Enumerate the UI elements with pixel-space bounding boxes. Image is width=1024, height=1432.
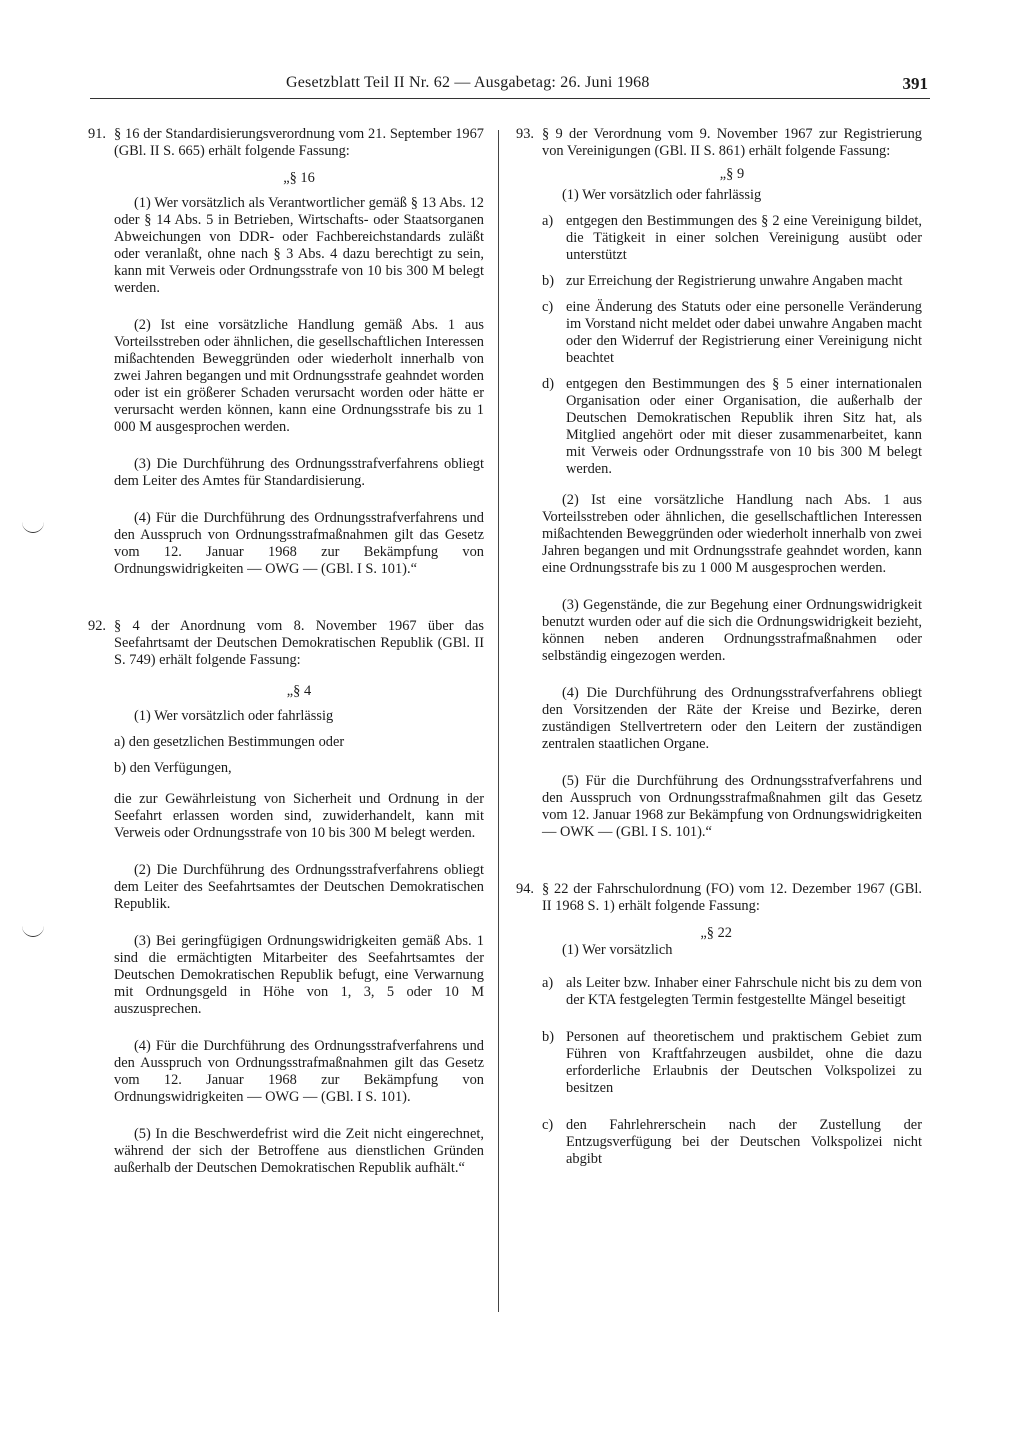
item-91 — [88, 126, 484, 578]
item-intro: § 22 der Fahrschulordnung (FO) vom 12. Dezember 1967 (GBl. II 1968 S. 1) erhält folgende Fassung: — [542, 881, 922, 914]
column-divider — [498, 130, 499, 1312]
item-93 — [516, 126, 922, 841]
clause-text: entgegen den Bestimmungen des § 2 eine Vereinigung bildet, die Tätigkeit in einer solchen Vereinigung ausübt oder unterstützt — [566, 213, 922, 263]
paragraph: (2) Ist eine vorsätzliche Handlung gemäß Abs. 1 aus Vorteilsstreben oder ähnlichen, die gesellschaftlichen Interessen mißachtenden Beweggründen oder wiederholt innerhalb von zwei Jahren begangen und mit Ordnungsstrafe geahndet worden oder ist ein größerer Schaden verursacht worden oder hätte er verursacht werden können, kann eine Ordnungsstrafe bis zu 1 000 M ausgesprochen werden. — [114, 317, 484, 435]
item-number: 93. — [516, 126, 534, 142]
paragraph: (2) Ist eine vorsätzliche Handlung nach Abs. 1 aus Vorteilsstreben oder ähnlichen, die gesellschaftlichen Interessen mißachtenden Beweggründen oder wiederholt innerhalb von zwei Jahren begangen und mit Ordnungsstrafe geahndet worden, kann eine Ordnungsstrafe bis zu 1 000 M ausgesprochen werden. — [542, 492, 922, 576]
paragraph: die zur Gewährleistung von Sicherheit und Ordnung in der Seefahrt erlassen worden sind, zuwiderhandelt, kann mit Verweis oder Ordnungsstrafe von 10 bis 300 M belegt werden. — [114, 791, 484, 841]
list-item: a) den gesetzlichen Bestimmungen oder — [114, 734, 345, 750]
paragraph: (1) Wer vorsätzlich als Verantwortlicher gemäß § 13 Abs. 12 oder § 14 Abs. 5 in Betrieben, Wirtschafts- oder Staatsorganen Abweichungen von DDR- oder Fachbereichstandards zuläßt oder veranlaßt, ohne nach § 3 Abs. 4 dazu berechtigt zu sein, kann mit Verweis oder Ordnungsstrafe von 10 bis 300 M belegt werden. — [114, 195, 484, 296]
item-intro: § 9 der Verordnung vom 9. November 1967 zur Registrierung von Vereinigungen (GBl. II S. 861) erhält folgende Fassung: — [542, 126, 922, 159]
section-heading: „§ 4 — [286, 683, 312, 699]
paragraph: (3) Die Durchführung des Ordnungsstrafverfahrens obliegt dem Leiter des Amtes für Standardisierung. — [114, 456, 484, 489]
left-column — [88, 126, 484, 1197]
paragraph: (1) Wer vorsätzlich oder fahrlässig — [134, 708, 334, 724]
clause-letter: d) — [542, 376, 554, 392]
page-number: 391 — [902, 74, 928, 93]
item-intro: § 4 der Anordnung vom 8. November 1967 über das Seefahrtsamt der Deutschen Demokratischen Republik (GBl. II S. 749) erhält folgende Fassung: — [114, 618, 484, 668]
clause-text: eine Änderung des Statuts oder eine personelle Veränderung im Vorstand nicht meldet oder dabei unwahre Angaben macht oder den Widerruf der Registrierung einer Vereinigung nicht beachtet — [566, 299, 922, 366]
paragraph: (5) In die Beschwerdefrist wird die Zeit nicht eingerechnet, während der sich der Betroffene aus dienstlichen Gründen außerhalb der Deutschen Demokratischen Republik aufhält.“ — [114, 1126, 484, 1176]
clause-text: zur Erreichung der Registrierung unwahre Angaben macht — [566, 273, 903, 289]
clause-letter: a) — [542, 975, 554, 991]
clause-letter: a) — [542, 213, 554, 229]
paragraph: (1) Wer vorsätzlich oder fahrlässig — [562, 187, 762, 203]
paragraph: (2) Die Durchführung des Ordnungsstrafverfahrens obliegt dem Leiter des Seefahrtsamtes der Deutschen Demokratischen Republik. — [114, 862, 484, 912]
item-intro: § 16 der Standardisierungsverordnung vom 21. September 1967 (GBl. II S. 665) erhält folgende Fassung: — [114, 126, 484, 159]
header-rule — [90, 98, 930, 99]
clause-a — [542, 213, 922, 264]
clause-letter: b) — [542, 273, 554, 289]
section-heading: „§ 16 — [283, 170, 315, 186]
paragraph: (4) Für die Durchführung des Ordnungsstrafverfahrens und den Ausspruch von Ordnungsstrafmaßnahmen gilt das Gesetz vom 12. Januar 1968 zur Bekämpfung von Ordnungswidrigkeiten — OWG — (GBl. I S. 101). — [114, 1038, 484, 1105]
paragraph: (4) Für die Durchführung des Ordnungsstrafverfahrens und den Ausspruch von Ordnungsstrafmaßnahmen gilt das Gesetz vom 12. Januar 1968 zur Bekämpfung von Ordnungswidrigkeiten — OWG — (GBl. I S. 101).“ — [114, 510, 484, 577]
clause-text: den Fahrlehrerschein nach der Zustellung der Entzugsverfügung bei der Deutschen Volkspolizei nicht abgibt — [566, 1117, 922, 1167]
paragraph: (3) Bei geringfügigen Ordnungswidrigkeiten gemäß Abs. 1 sind die ermächtigten Mitarbeiter des Seefahrtsamtes der Deutschen Demokratischen Republik befugt, eine Verwarnung mit Ordnungsgeld in Höhe von 1, 3, 5 oder 10 M auszusprechen. — [114, 933, 484, 1017]
clause-c — [542, 299, 922, 367]
clause-letter: b) — [542, 1029, 554, 1045]
list-item: b) den Verfügungen, — [114, 760, 232, 776]
clause-text: entgegen den Bestimmungen des § 5 einer internationalen Organisation oder einer Organisation, die außerhalb der Deutschen Demokratischen Republik ihren Sitz hat, als Mitglied angehört oder mit dieser zusammenarbeitet, kann mit Verweis oder Ordnungsstrafe von 10 bis 300 M belegt werden. — [566, 376, 922, 477]
clause-letter: c) — [542, 1117, 554, 1133]
clause-d — [542, 376, 922, 478]
page-header — [90, 72, 928, 98]
paragraph: (1) Wer vorsätzlich — [562, 942, 673, 958]
header-title: Gesetzblatt Teil II Nr. 62 — Ausgabetag: 26. Juni 1968 — [286, 74, 650, 91]
right-column — [516, 126, 922, 1178]
clause-b — [542, 273, 922, 290]
item-number: 92. — [88, 618, 106, 634]
clause-letter: c) — [542, 299, 554, 315]
margin-mark — [22, 926, 44, 937]
margin-mark — [22, 522, 44, 533]
clause-b — [542, 1029, 922, 1097]
section-heading: „§ 9 — [719, 166, 745, 182]
item-94 — [516, 881, 922, 1168]
clause-c — [542, 1117, 922, 1168]
clause-text: Personen auf theoretischem und praktischem Gebiet zum Führen von Kraftfahrzeugen ausbildet, ohne die dazu erforderliche Erlaubnis der Deutschen Volkspolizei zu besitzen — [566, 1029, 922, 1096]
paragraph: (3) Gegenstände, die zur Begehung einer Ordnungswidrigkeit benutzt wurden oder auf die sich die Ordnungswidrigkeit bezieht, können neben anderen Ordnungsstrafmaßnahmen oder selbständig eingezogen werden. — [542, 597, 922, 664]
item-92 — [88, 618, 484, 1177]
paragraph: (5) Für die Durchführung des Ordnungsstrafverfahrens und den Ausspruch von Ordnungsstrafmaßnahmen gilt das Gesetz vom 12. Januar 1968 zur Bekämpfung von Ordnungswidrigkeiten — OWK — (GBl. I S. 101).“ — [542, 773, 922, 840]
paragraph: (4) Die Durchführung des Ordnungsstrafverfahrens obliegt den Vorsitzenden der Räte der Kreise und Bezirke, deren zuständigen Stellvertretern oder den Leitern der zuständigen zentralen staatlichen Organe. — [542, 685, 922, 752]
clause-text: als Leiter bzw. Inhaber einer Fahrschule nicht bis zu dem von der KTA festgelegten Termin festgestellte Mängel beseitigt — [566, 975, 922, 1008]
clause-a — [542, 975, 922, 1009]
item-number: 91. — [88, 126, 106, 142]
section-heading: „§ 22 — [700, 925, 732, 941]
item-number: 94. — [516, 881, 534, 897]
